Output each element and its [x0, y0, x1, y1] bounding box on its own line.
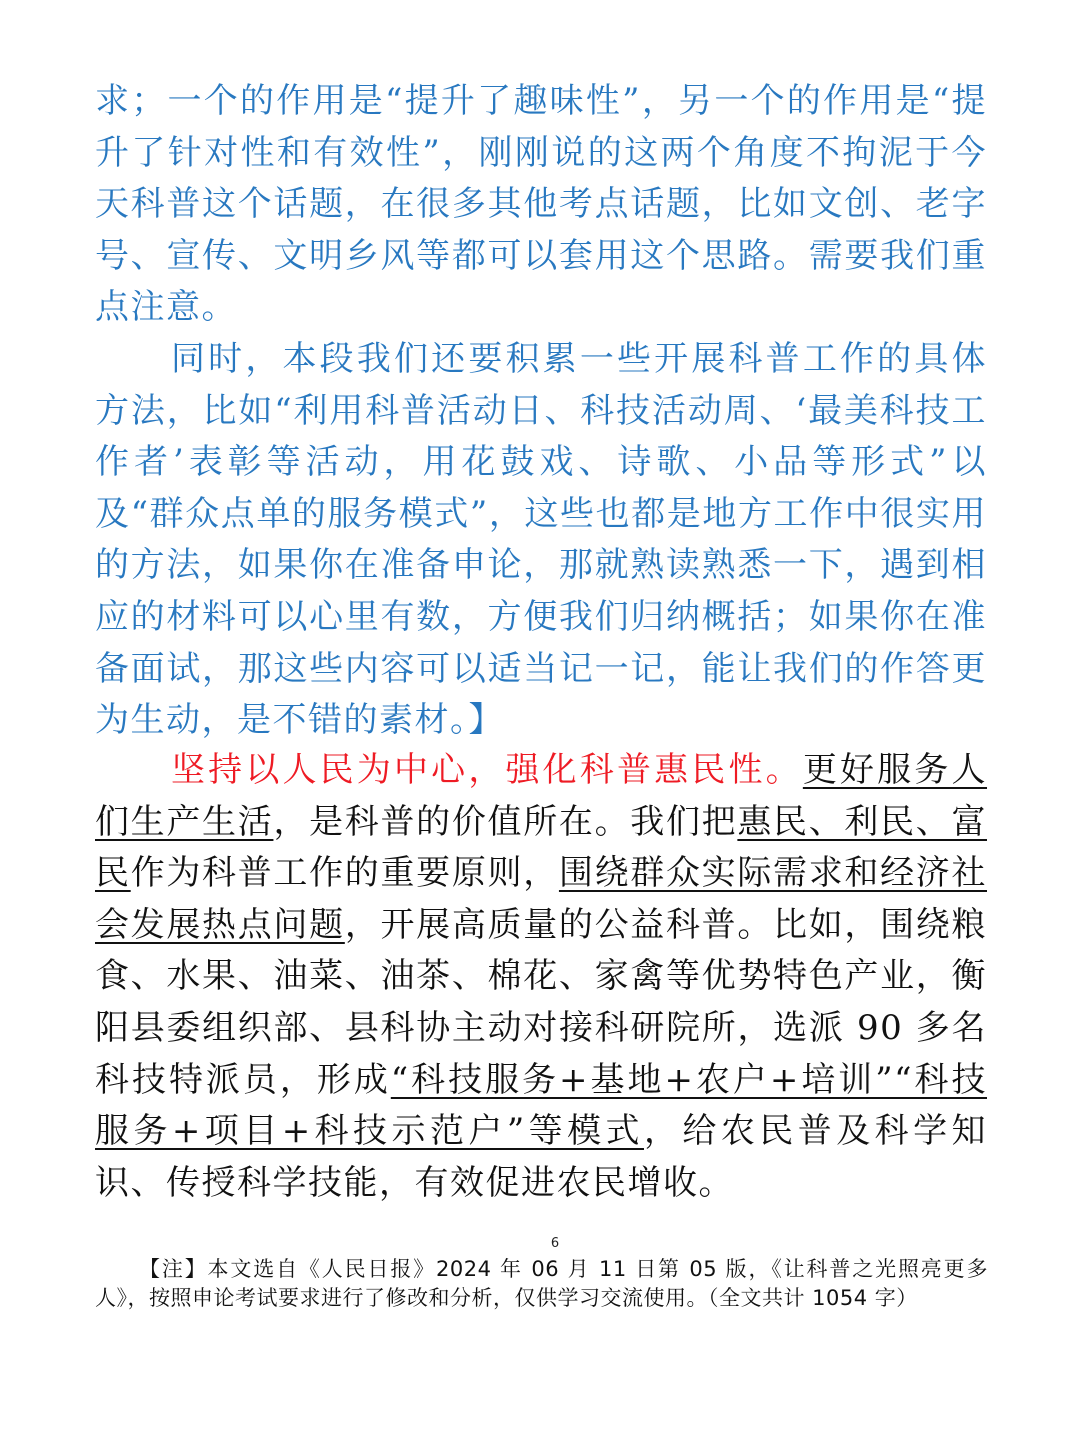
- analysis-paragraph-2: 同时，本段我们还要积累一些开展科普工作的具体方法，比如“利用科普活动日、科技活动周、‘最美科技工作者’表彰等活动，用花鼓戏、诗歌、小品等形式”以及“群众点单的服务模式”，这些也都是地方工作中很实用的方法，如果你在准备申论，那就熟读熟悉一下，遇到相应的材料可以心里有数，方便我们归纳概括；如果你在准备面试，那这些内容可以适当记一记，能让我们的作答更为生动，是不错的素材。】: [95, 338, 987, 741]
- underlined-phrase: “科技服务+基地+农户+培训”“科技服务+项目+科技示范户”等模式: [95, 1059, 987, 1152]
- analysis-section: [95, 76, 987, 747]
- article-text: ，给农民普及科学知识、传授科学技能，有效促进农民增收。: [95, 1111, 988, 1203]
- article-text: ，是科普的价值所在。我们把: [273, 801, 738, 842]
- underlined-phrase: 围绕群众实际需求和经济社会发展热点问题: [95, 853, 987, 945]
- source-note-text: 【注】本文选自《人民日报》2024 年 06 月 11 日第 05 版，《让科普之光照亮更多人》，按照申论考试要求进行了修改和分析，仅供学习交流使用。（全文共计 1054 字）: [95, 1257, 988, 1310]
- section-heading: 坚持以人民为中心，强化科普惠民性。: [171, 750, 803, 790]
- article-paragraph: [95, 745, 987, 1209]
- article-section: [95, 745, 987, 1209]
- underlined-phrase: 惠民、利民、富民: [95, 801, 987, 894]
- page-number: 6: [550, 1236, 560, 1251]
- analysis-paragraph-1: 求；一个的作用是“提升了趣味性”，另一个的作用是“提升了针对性和有效性”，刚刚说的这两个角度不拘泥于今天科普这个话题，在很多其他考点话题，比如文创、老字号、宣传、文明乡风等都可以套用这个思路。需要我们重点注意。: [95, 81, 987, 328]
- underlined-phrase: 更好服务人们生产生活: [95, 750, 988, 842]
- article-text: 作为科普工作的重要原则，: [130, 853, 559, 894]
- article-text: ，开展高质量的公益科普。比如，围绕粮食、水果、油菜、油茶、棉花、家禽等优势特色产业，衡阳县委组织部、县科协主动对接科研院所，选派 90 多名科技特派员，形成: [95, 904, 987, 1100]
- source-note: [95, 1255, 988, 1313]
